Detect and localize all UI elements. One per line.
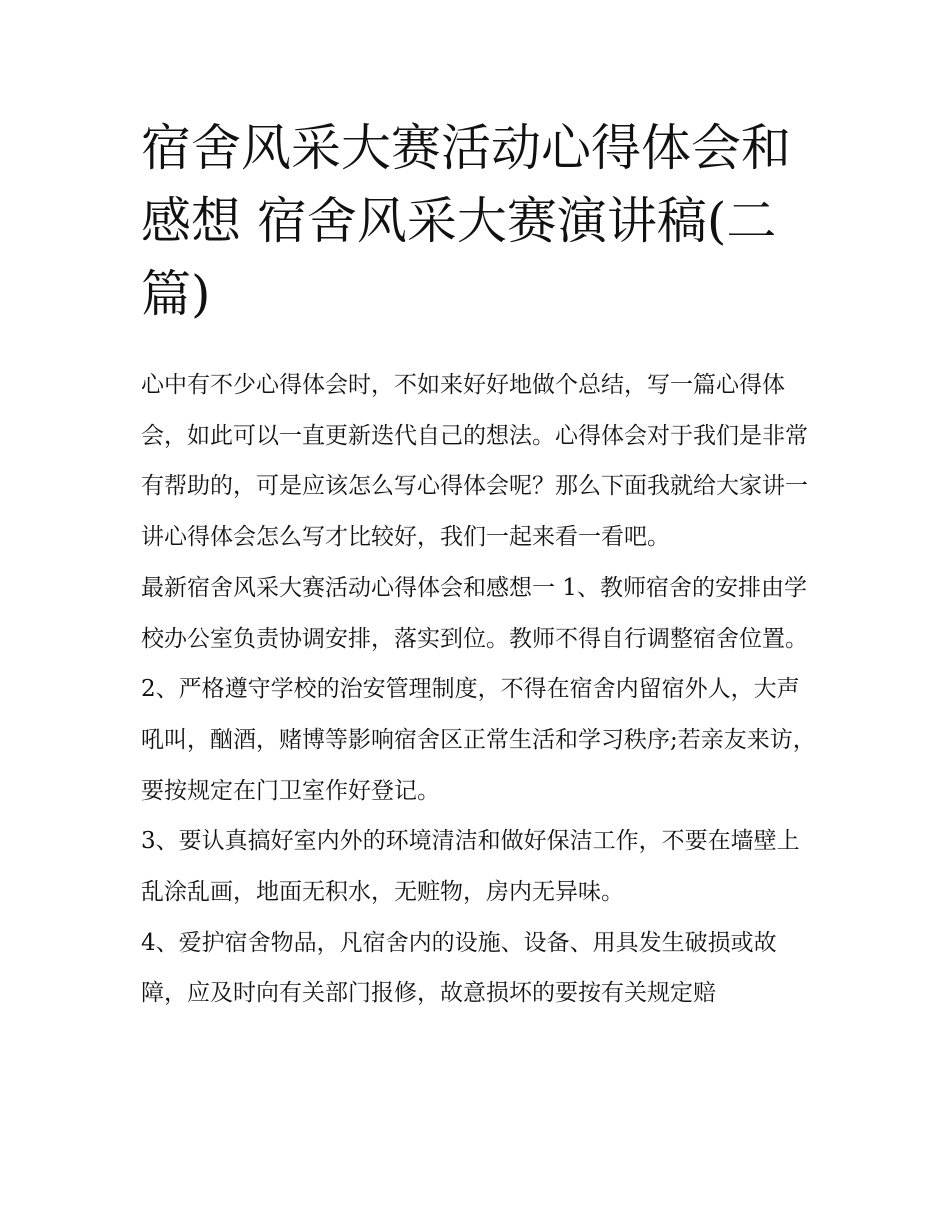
paragraph-item-1: 最新宿舍风采大赛活动心得体会和感想一 1、教师宿舍的安排由学校办公室负责协调安排，落实到位。教师不得自行调整宿舍位置。	[141, 574, 808, 652]
paragraph-item-2: 2、严格遵守学校的治安管理制度，不得在宿舍内留宿外人，大声吼叫，酗酒，赌博等影响宿舍区正常生活和学习秩序;若亲友来访，要按规定在门卫室作好登记。	[141, 676, 816, 804]
paragraph-item-3: 3、要认真搞好室内外的环境清洁和做好保洁工作，不要在墙壁上乱涂乱画，地面无积水，无赃物，房内无异味。	[141, 828, 800, 906]
document-title: 宿舍风采大赛活动心得体会和感想 宿舍风采大赛演讲稿(二篇)	[141, 119, 791, 323]
document-content	[141, 112, 817, 1019]
document-body	[141, 360, 817, 1019]
paragraph-item-4: 4、爱护宿舍物品，凡宿舍内的设施、设备、用具发生破损或故障，应及时向有关部门报修，故意损坏的要按有关规定赔	[141, 929, 777, 1007]
paragraph-intro: 心中有不少心得体会时，不如来好好地做个总结，写一篇心得体会，如此可以一直更新迭代自己的想法。心得体会对于我们是非常有帮助的，可是应该怎么写心得体会呢？那么下面我就给大家讲一讲心得体会怎么写才比较好，我们一起来看一看吧。	[141, 372, 808, 551]
